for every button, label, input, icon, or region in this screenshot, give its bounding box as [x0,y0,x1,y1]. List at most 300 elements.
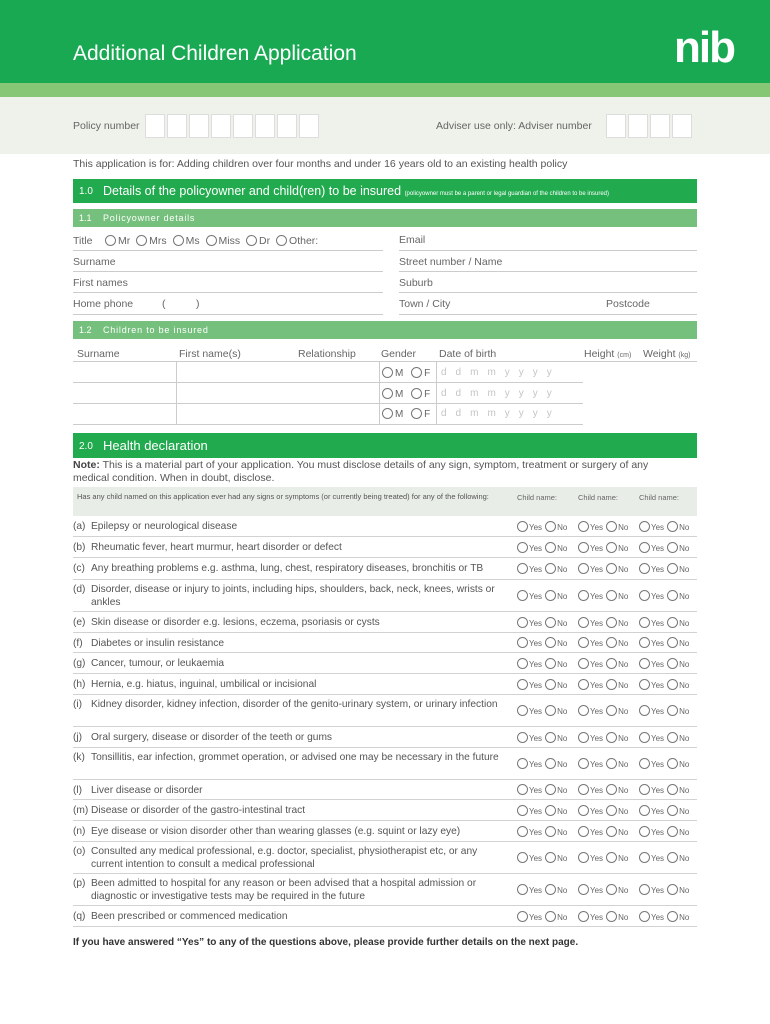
yes-label: Yes [651,854,665,863]
yes-label: Yes [651,660,665,669]
section-1-header [73,179,697,203]
header-stripe [0,83,770,97]
yes-label: Yes [529,786,543,795]
radio-no[interactable] [545,784,556,795]
question-body: Tonsillitis, ear infection, grommet operation, or advised one may be necessary in the future [91,752,499,763]
no-label: No [679,565,690,574]
radio-no[interactable] [606,637,617,648]
radio-yes[interactable] [639,658,650,669]
questions-header [73,487,697,516]
gender-m-label: M [395,409,404,420]
radio-no[interactable] [667,805,678,816]
yes-label: Yes [529,565,543,574]
answer-child-3 [639,542,689,553]
col-weight [643,348,690,360]
radio-ms[interactable] [173,235,184,246]
yes-label: Yes [651,760,665,769]
child-name-label-3: Child name: [639,493,680,502]
answer-child-1 [517,826,567,837]
question-label: (g) [73,658,86,669]
nib-logo: nib [674,23,734,72]
answer-child-2 [578,758,628,769]
answer-child-2 [578,590,628,601]
no-label: No [618,639,629,648]
radio-yes[interactable] [639,590,650,601]
question-label: (n) [73,826,86,837]
question-body: Been prescribed or commenced medication [91,911,288,922]
yes-label: Yes [590,913,604,922]
yes-label: Yes [529,523,543,532]
radio-yes[interactable] [578,617,589,628]
question-label: (o) [73,846,86,857]
radio-yes[interactable] [578,758,589,769]
radio-no[interactable] [606,852,617,863]
radio-yes[interactable] [639,784,650,795]
radio-miss[interactable] [206,235,217,246]
question-body: Disease or disorder of the gastro-intestinal tract [91,805,306,816]
no-label: No [618,854,629,863]
radio-yes[interactable] [517,884,528,895]
answer-child-1 [517,852,567,863]
section-number: 2.0 [79,441,93,452]
yes-label: Yes [651,544,665,553]
gender-select-row-1 [382,367,430,379]
answer-child-2 [578,617,628,628]
radio-no[interactable] [606,758,617,769]
question-label: (q) [73,911,86,922]
radio-no[interactable] [606,911,617,922]
question-row [73,695,697,727]
radio-gender-m[interactable] [382,408,393,419]
question-row [73,612,697,633]
radio-yes[interactable] [578,521,589,532]
gender-m-label: M [395,368,404,379]
no-label: No [618,592,629,601]
radio-yes[interactable] [517,826,528,837]
question-text [73,878,513,903]
no-label: No [618,786,629,795]
radio-no[interactable] [667,705,678,716]
radio-other[interactable] [276,235,287,246]
option-label: Mr [118,235,131,247]
question-row [73,727,697,748]
yes-label: Yes [651,807,665,816]
phone-paren-open: ( [162,298,166,310]
radio-no[interactable] [606,563,617,574]
question-row [73,800,697,821]
answer-child-2 [578,852,628,863]
answer-child-1 [517,563,567,574]
question-label: (h) [73,679,86,690]
radio-no[interactable] [545,758,556,769]
radio-no[interactable] [606,826,617,837]
radio-yes[interactable] [639,852,650,863]
radio-no[interactable] [606,658,617,669]
radio-gender-m[interactable] [382,388,393,399]
question-label: (b) [73,542,86,553]
radio-yes[interactable] [639,542,650,553]
col-dob: Date of birth [439,348,497,360]
option-label: Mrs [149,235,167,247]
radio-no[interactable] [667,784,678,795]
radio-yes[interactable] [517,617,528,628]
radio-yes[interactable] [578,884,589,895]
phone-paren-close: ) [196,298,200,310]
answer-child-1 [517,658,567,669]
question-text [73,846,513,871]
radio-gender-f[interactable] [411,367,422,378]
radio-no[interactable] [545,705,556,716]
no-label: No [679,639,690,648]
radio-yes[interactable] [578,563,589,574]
section-title: Details of the policyowner and child(ren) to be insured [103,184,402,198]
radio-yes[interactable] [517,637,528,648]
subsection-title: Policyowner details [103,213,196,223]
child-name-label-2: Child name: [578,493,619,502]
radio-no[interactable] [606,705,617,716]
gender-select-row-3 [382,408,430,420]
question-body: Rheumatic fever, heart murmur, heart disorder or defect [91,542,342,553]
radio-yes[interactable] [639,705,650,716]
radio-no[interactable] [606,590,617,601]
question-label: (p) [73,878,86,889]
radio-no[interactable] [545,563,556,574]
radio-no[interactable] [667,884,678,895]
yes-label: Yes [590,807,604,816]
radio-no[interactable] [667,826,678,837]
answer-child-1 [517,805,567,816]
yes-label: Yes [529,760,543,769]
radio-yes[interactable] [578,658,589,669]
option-label: Other: [289,235,319,247]
radio-yes[interactable] [517,911,528,922]
yes-label: Yes [590,828,604,837]
option-label: Ms [185,235,200,247]
question-body: Been admitted to hospital for any reason or been advised that a hospital admission or diagnostic or investigative tests may be required in the future [91,878,477,902]
divider [73,314,383,315]
policy-number-boxes[interactable] [145,114,319,138]
answer-child-2 [578,521,628,532]
email-label: Email [399,234,426,246]
radio-yes[interactable] [639,826,650,837]
answer-child-3 [639,563,689,574]
radio-yes[interactable] [578,852,589,863]
question-label: (l) [73,785,83,796]
radio-no[interactable] [606,679,617,690]
no-label: No [618,523,629,532]
question-row [73,633,697,653]
divider [399,314,697,315]
question-text [73,542,513,555]
radio-no[interactable] [545,884,556,895]
yes-label: Yes [651,592,665,601]
answer-child-2 [578,732,628,743]
option-label: Dr [259,235,271,247]
question-text [73,563,513,576]
radio-yes[interactable] [517,732,528,743]
radio-yes[interactable] [517,679,528,690]
radio-yes[interactable] [639,637,650,648]
radio-no[interactable] [545,911,556,922]
radio-no[interactable] [545,521,556,532]
yes-label: Yes [529,681,543,690]
question-body: Oral surgery, disease or disorder of the teeth or gums [91,732,333,743]
radio-no[interactable] [606,732,617,743]
answer-child-3 [639,637,689,648]
radio-yes[interactable] [639,521,650,532]
radio-no[interactable] [667,852,678,863]
answer-child-3 [639,679,689,690]
divider [73,292,383,293]
col-height [584,348,631,360]
radio-no[interactable] [667,563,678,574]
radio-yes[interactable] [578,826,589,837]
radio-no[interactable] [667,542,678,553]
no-label: No [618,734,629,743]
question-row [73,558,697,580]
yes-label: Yes [529,619,543,628]
section-number: 1.0 [79,186,93,197]
height-label: Height [584,348,615,360]
question-body: Cancer, tumour, or leukaemia [91,658,225,669]
divider [73,250,383,251]
no-label: No [618,707,629,716]
col-relationship: Relationship [298,348,356,360]
radio-yes[interactable] [639,758,650,769]
section-note: (policyowner must be a parent or legal guardian of the children to be insured) [404,191,610,197]
divider [73,382,583,383]
answer-child-1 [517,705,567,716]
town-label: Town / City [399,298,451,310]
radio-yes[interactable] [578,637,589,648]
question-text [73,521,513,534]
question-row [73,748,697,780]
radio-yes[interactable] [517,805,528,816]
radio-yes[interactable] [517,521,528,532]
radio-no[interactable] [606,542,617,553]
radio-no[interactable] [667,732,678,743]
radio-no[interactable] [606,617,617,628]
radio-mrs[interactable] [136,235,147,246]
answer-child-3 [639,521,689,532]
radio-gender-f[interactable] [411,388,422,399]
radio-yes[interactable] [639,679,650,690]
radio-yes[interactable] [517,852,528,863]
gender-m-label: M [395,389,404,400]
dob-field-row-2[interactable]: ddmmyyyy [441,388,561,399]
radio-yes[interactable] [639,732,650,743]
question-row [73,537,697,558]
question-text [73,658,513,671]
title-options [105,235,318,247]
radio-no[interactable] [545,805,556,816]
radio-yes[interactable] [578,590,589,601]
height-unit: (cm) [617,352,632,359]
radio-yes[interactable] [517,542,528,553]
no-label: No [557,592,568,601]
radio-yes[interactable] [578,679,589,690]
child-name-label-1: Child name: [517,493,558,502]
yes-label: Yes [529,660,543,669]
no-label: No [557,639,568,648]
radio-yes[interactable] [639,563,650,574]
question-label: (d) [73,584,86,595]
no-label: No [679,592,690,601]
yes-label: Yes [651,523,665,532]
radio-no[interactable] [667,911,678,922]
yes-label: Yes [651,707,665,716]
answer-child-3 [639,705,689,716]
home-phone-label: Home phone [73,298,134,310]
yes-label: Yes [590,886,604,895]
radio-no[interactable] [545,852,556,863]
radio-no[interactable] [667,679,678,690]
radio-no[interactable] [667,658,678,669]
no-label: No [557,734,568,743]
radio-mr[interactable] [105,235,116,246]
radio-yes[interactable] [639,805,650,816]
surname-label: Surname [73,256,116,268]
question-header-text: Has any child named on this application ever had any signs or symptoms (or currently being treated) for any of the following: [77,492,489,501]
question-text [73,584,513,609]
question-label: (m) [73,805,89,816]
yes-label: Yes [529,913,543,922]
gender-f-label: F [424,409,431,420]
answer-child-3 [639,758,689,769]
answer-child-2 [578,911,628,922]
radio-gender-f[interactable] [411,408,422,419]
radio-no[interactable] [545,732,556,743]
option-label: Miss [218,235,241,247]
radio-no[interactable] [667,758,678,769]
radio-no[interactable] [606,805,617,816]
question-body: Eye disease or vision disorder other than wearing glasses (e.g. squint or lazy eye) [91,826,461,837]
radio-gender-m[interactable] [382,367,393,378]
radio-yes[interactable] [517,563,528,574]
radio-yes[interactable] [578,732,589,743]
yes-label: Yes [590,681,604,690]
radio-yes[interactable] [578,805,589,816]
no-label: No [557,523,568,532]
yes-label: Yes [590,523,604,532]
yes-label: Yes [590,760,604,769]
radio-no[interactable] [667,521,678,532]
radio-no[interactable] [545,542,556,553]
section-title: Health declaration [103,438,208,453]
dob-field-row-1[interactable]: ddmmyyyy [441,367,561,378]
radio-dr[interactable] [246,235,257,246]
radio-no[interactable] [606,784,617,795]
no-label: No [557,786,568,795]
answer-child-3 [639,884,689,895]
no-label: No [618,760,629,769]
col-gender: Gender [381,348,417,360]
radio-yes[interactable] [578,784,589,795]
gender-select-row-2 [382,388,430,400]
radio-yes[interactable] [517,758,528,769]
yes-label: Yes [529,707,543,716]
radio-yes[interactable] [578,705,589,716]
radio-yes[interactable] [578,542,589,553]
radio-no[interactable] [606,521,617,532]
radio-yes[interactable] [578,911,589,922]
radio-no[interactable] [667,617,678,628]
radio-no[interactable] [667,590,678,601]
question-label: (c) [73,563,85,574]
subsection-number: 1.2 [79,325,92,335]
answer-child-3 [639,911,689,922]
yes-label: Yes [651,639,665,648]
adviser-number-boxes[interactable] [606,114,692,138]
question-label: (i) [73,699,83,710]
divider [73,271,383,272]
question-row [73,516,697,537]
radio-no[interactable] [545,658,556,669]
subsection-1-1-header [73,209,697,227]
question-row [73,780,697,800]
radio-yes[interactable] [517,705,528,716]
no-label: No [557,681,568,690]
question-row [73,842,697,874]
question-text [73,826,513,839]
no-label: No [618,913,629,922]
no-label: No [618,565,629,574]
postcode-label: Postcode [606,298,650,310]
radio-no[interactable] [545,617,556,628]
answer-child-3 [639,590,689,601]
footer-note: If you have answered “Yes” to any of the questions above, please provide further details on the next page. [73,937,579,948]
title-label: Title [73,235,93,247]
question-body: Hernia, e.g. hiatus, inguinal, umbilical or incisional [91,679,317,690]
question-label: (e) [73,617,86,628]
question-text [73,732,513,745]
question-row [73,821,697,842]
dob-field-row-3[interactable]: ddmmyyyy [441,408,561,419]
no-label: No [679,544,690,553]
radio-no[interactable] [667,637,678,648]
radio-no[interactable] [545,590,556,601]
policy-number-label: Policy number [73,120,140,132]
radio-yes[interactable] [639,911,650,922]
radio-yes[interactable] [517,784,528,795]
radio-no[interactable] [545,826,556,837]
radio-yes[interactable] [639,617,650,628]
answer-child-2 [578,658,628,669]
radio-yes[interactable] [639,884,650,895]
no-label: No [557,619,568,628]
no-label: No [679,786,690,795]
radio-no[interactable] [545,637,556,648]
question-body: Liver disease or disorder [91,785,203,796]
radio-no[interactable] [606,884,617,895]
no-label: No [557,660,568,669]
question-text [73,785,513,798]
radio-yes[interactable] [517,658,528,669]
intro-text: This application is for: Adding children over four months and under 16 years old to an existing health policy [73,158,568,170]
radio-yes[interactable] [517,590,528,601]
yes-label: Yes [590,707,604,716]
no-label: No [557,760,568,769]
answer-child-1 [517,590,567,601]
no-label: No [679,854,690,863]
yes-label: Yes [590,592,604,601]
answer-child-3 [639,826,689,837]
no-label: No [557,565,568,574]
divider [399,271,697,272]
radio-no[interactable] [545,679,556,690]
question-row [73,906,697,927]
gender-f-label: F [424,389,431,400]
